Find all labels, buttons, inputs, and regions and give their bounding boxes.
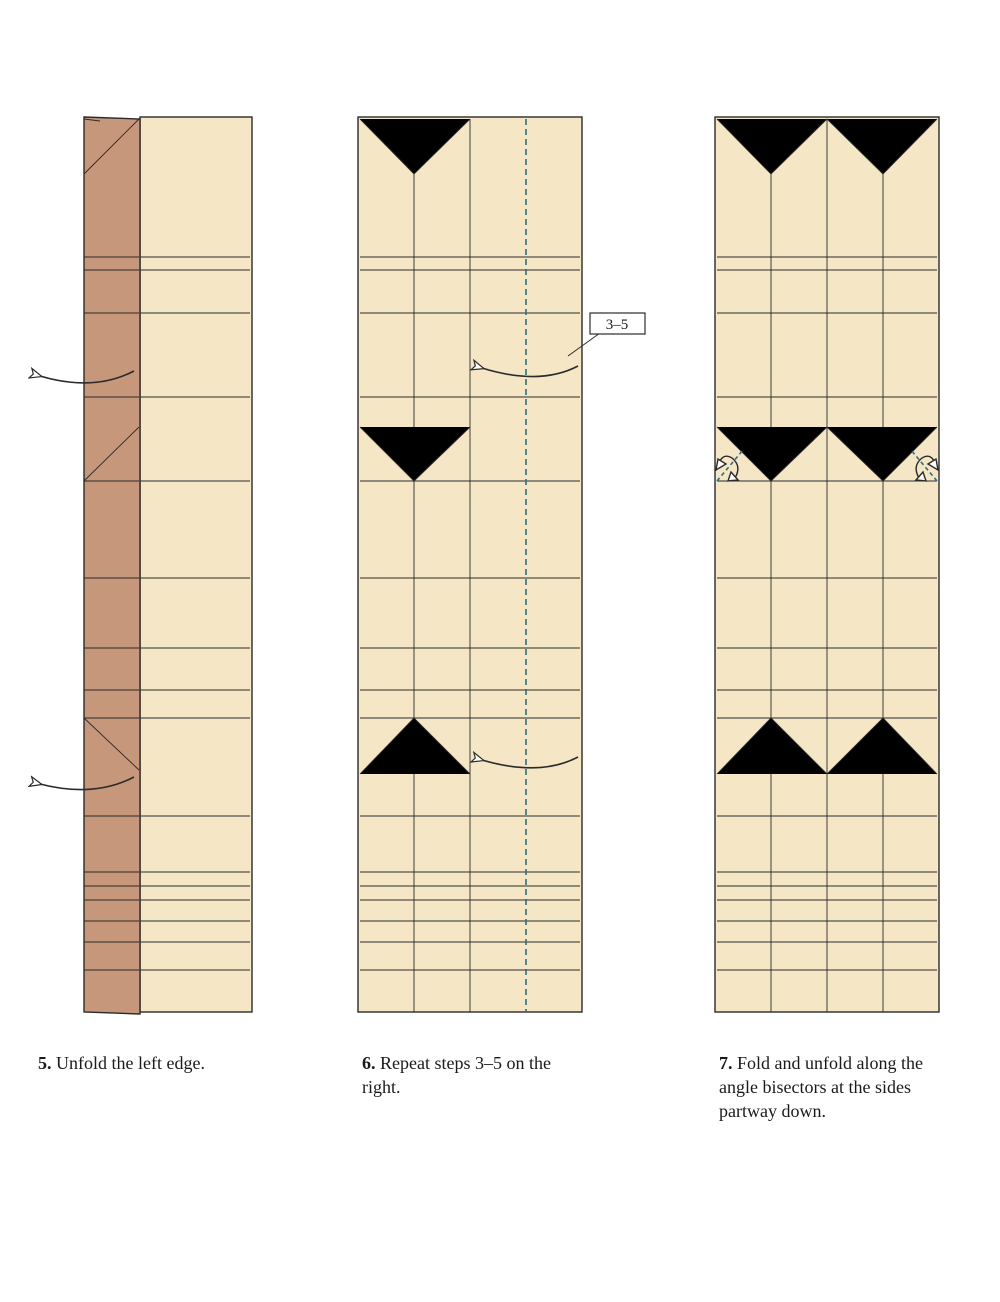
step6-number: 6. [362, 1053, 376, 1073]
step6-diagram [358, 117, 645, 1012]
step7-number: 7. [719, 1053, 733, 1073]
step5-diagram [40, 117, 252, 1014]
step5-paper-front [140, 117, 252, 1012]
step6-text: Repeat steps 3–5 on the right. [362, 1053, 551, 1097]
step7-text: Fold and unfold along the angle bisectors at the sides partway down. [719, 1053, 923, 1121]
step5-caption [38, 1051, 288, 1075]
step6-caption [362, 1051, 584, 1099]
step5-text: Unfold the left edge. [56, 1053, 205, 1073]
step7-diagram [715, 117, 939, 1012]
step5-folded-flap [84, 117, 140, 1014]
step7-caption [719, 1051, 951, 1123]
step6-callout-label: 3–5 [605, 317, 629, 333]
step5-number: 5. [38, 1053, 52, 1073]
